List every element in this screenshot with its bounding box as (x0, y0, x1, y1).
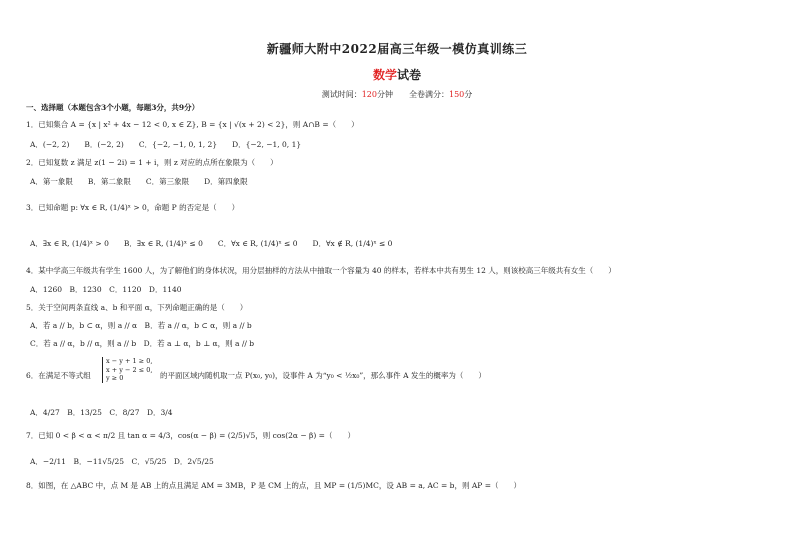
question-5-options-ab: A．若 a // b，b ⊂ α，则 a // α B．若 a // α，b ⊂ α，则 a // b (30, 321, 252, 330)
question-5: 5．关于空间两条直线 a、b 和平面 α，下列命题正确的是（ ） (26, 303, 248, 312)
question-6: 的平面区域内随机取一点 P(x₀, y₀)，设事件 A 为“y₀ < ½x₀”，那么事件 A 发生的概率为（ ） (160, 371, 486, 380)
subject-suffix: 试卷 (397, 68, 422, 82)
question-4-options: A．1260 B．1230 C．1120 D．1140 (30, 285, 182, 294)
question-7-options: A．−2/11 B．−11√5/25 C．√5/25 D．2√5/25 (30, 457, 214, 466)
question-3: 3．已知命题 p: ∀x ∈ R, (1/4)ˣ > 0，命题 P 的否定是（ ） (26, 203, 240, 212)
exam-title: 新疆师大附中2022届高三年级一模仿真训练三 (266, 42, 528, 56)
question-1-options: A．(−2, 2) B．(−2, 2) C．{−2, −1, 0, 1, 2} D．{−2, −1, 0, 1} (30, 140, 302, 149)
exam-subject (0, 66, 794, 83)
inequality-3: y ≥ 0 (106, 374, 124, 382)
question-2: 2．已知复数 z 满足 z(1 − 2i) = 1 + i，则 z 对应的点所在象限为（ ） (26, 158, 278, 167)
inequality-2: x + y − 2 ≤ 0, (106, 365, 153, 374)
question-6-options: A．4/27 B．13/25 C．8/27 D．3/4 (30, 408, 173, 417)
score-unit: 分 (464, 90, 473, 99)
question-7: 7．已知 0 < β < α < π/2 且 tan α = 4/3，cos(α − β) = (2/5)√5，则 cos(2α − β) =（ ） (26, 431, 355, 440)
question-8: 8．如图，在 △ABC 中，点 M 是 AB 上的点且满足 AM = 3MB，P 是 CM 上的点，且 MP = (1/5)MC，设 AB = a, AC = b，则 AP =（ ） (26, 481, 521, 490)
time-unit: 分钟 全卷满分： (377, 90, 449, 99)
score-value: 150 (449, 90, 465, 99)
question-3-options: A．∃x ∈ R, (1/4)ˣ > 0 B．∃x ∈ R, (1/4)ˣ ≤ 0 C．∀x ∈ R, (1/4)ˣ ≤ 0 D．∀x ∉ R, (1/4)ˣ ≤ 0 (30, 239, 393, 248)
exam-meta (0, 89, 794, 100)
question-5-options-cd: C．若 a // α，b // α，则 a // b D．若 a ⊥ α，b ⊥ α，则 a // b (30, 339, 255, 348)
inequality-system (102, 357, 152, 383)
time-label: 测试时间： (321, 90, 362, 99)
inequality-1: x − y + 1 ≥ 0, (106, 357, 153, 365)
time-value: 120 (361, 90, 377, 99)
subject-name: 数学 (372, 68, 397, 82)
question-1: 1．已知集合 A = {x | x² + 4x − 12 < 0, x ∈ Z}, B = {x | √(x + 2) < 2}，则 A∩B =（ ） (26, 120, 359, 129)
section-heading: 一、选择题（本题包含3个小题，每题3分，共9分） (26, 103, 200, 112)
question-2-options: A．第一象限 B．第二象限 C．第三象限 D．第四象限 (30, 177, 248, 186)
question-6-prefix: 6．在满足不等式组 (26, 371, 91, 380)
question-4: 4．某中学高三年级共有学生 1600 人，为了解他们的身体状况，用分层抽样的方法从中抽取一个容量为 40 的样本，若样本中共有男生 12 人，则该校高三年级共有女生（ ） (26, 266, 616, 275)
